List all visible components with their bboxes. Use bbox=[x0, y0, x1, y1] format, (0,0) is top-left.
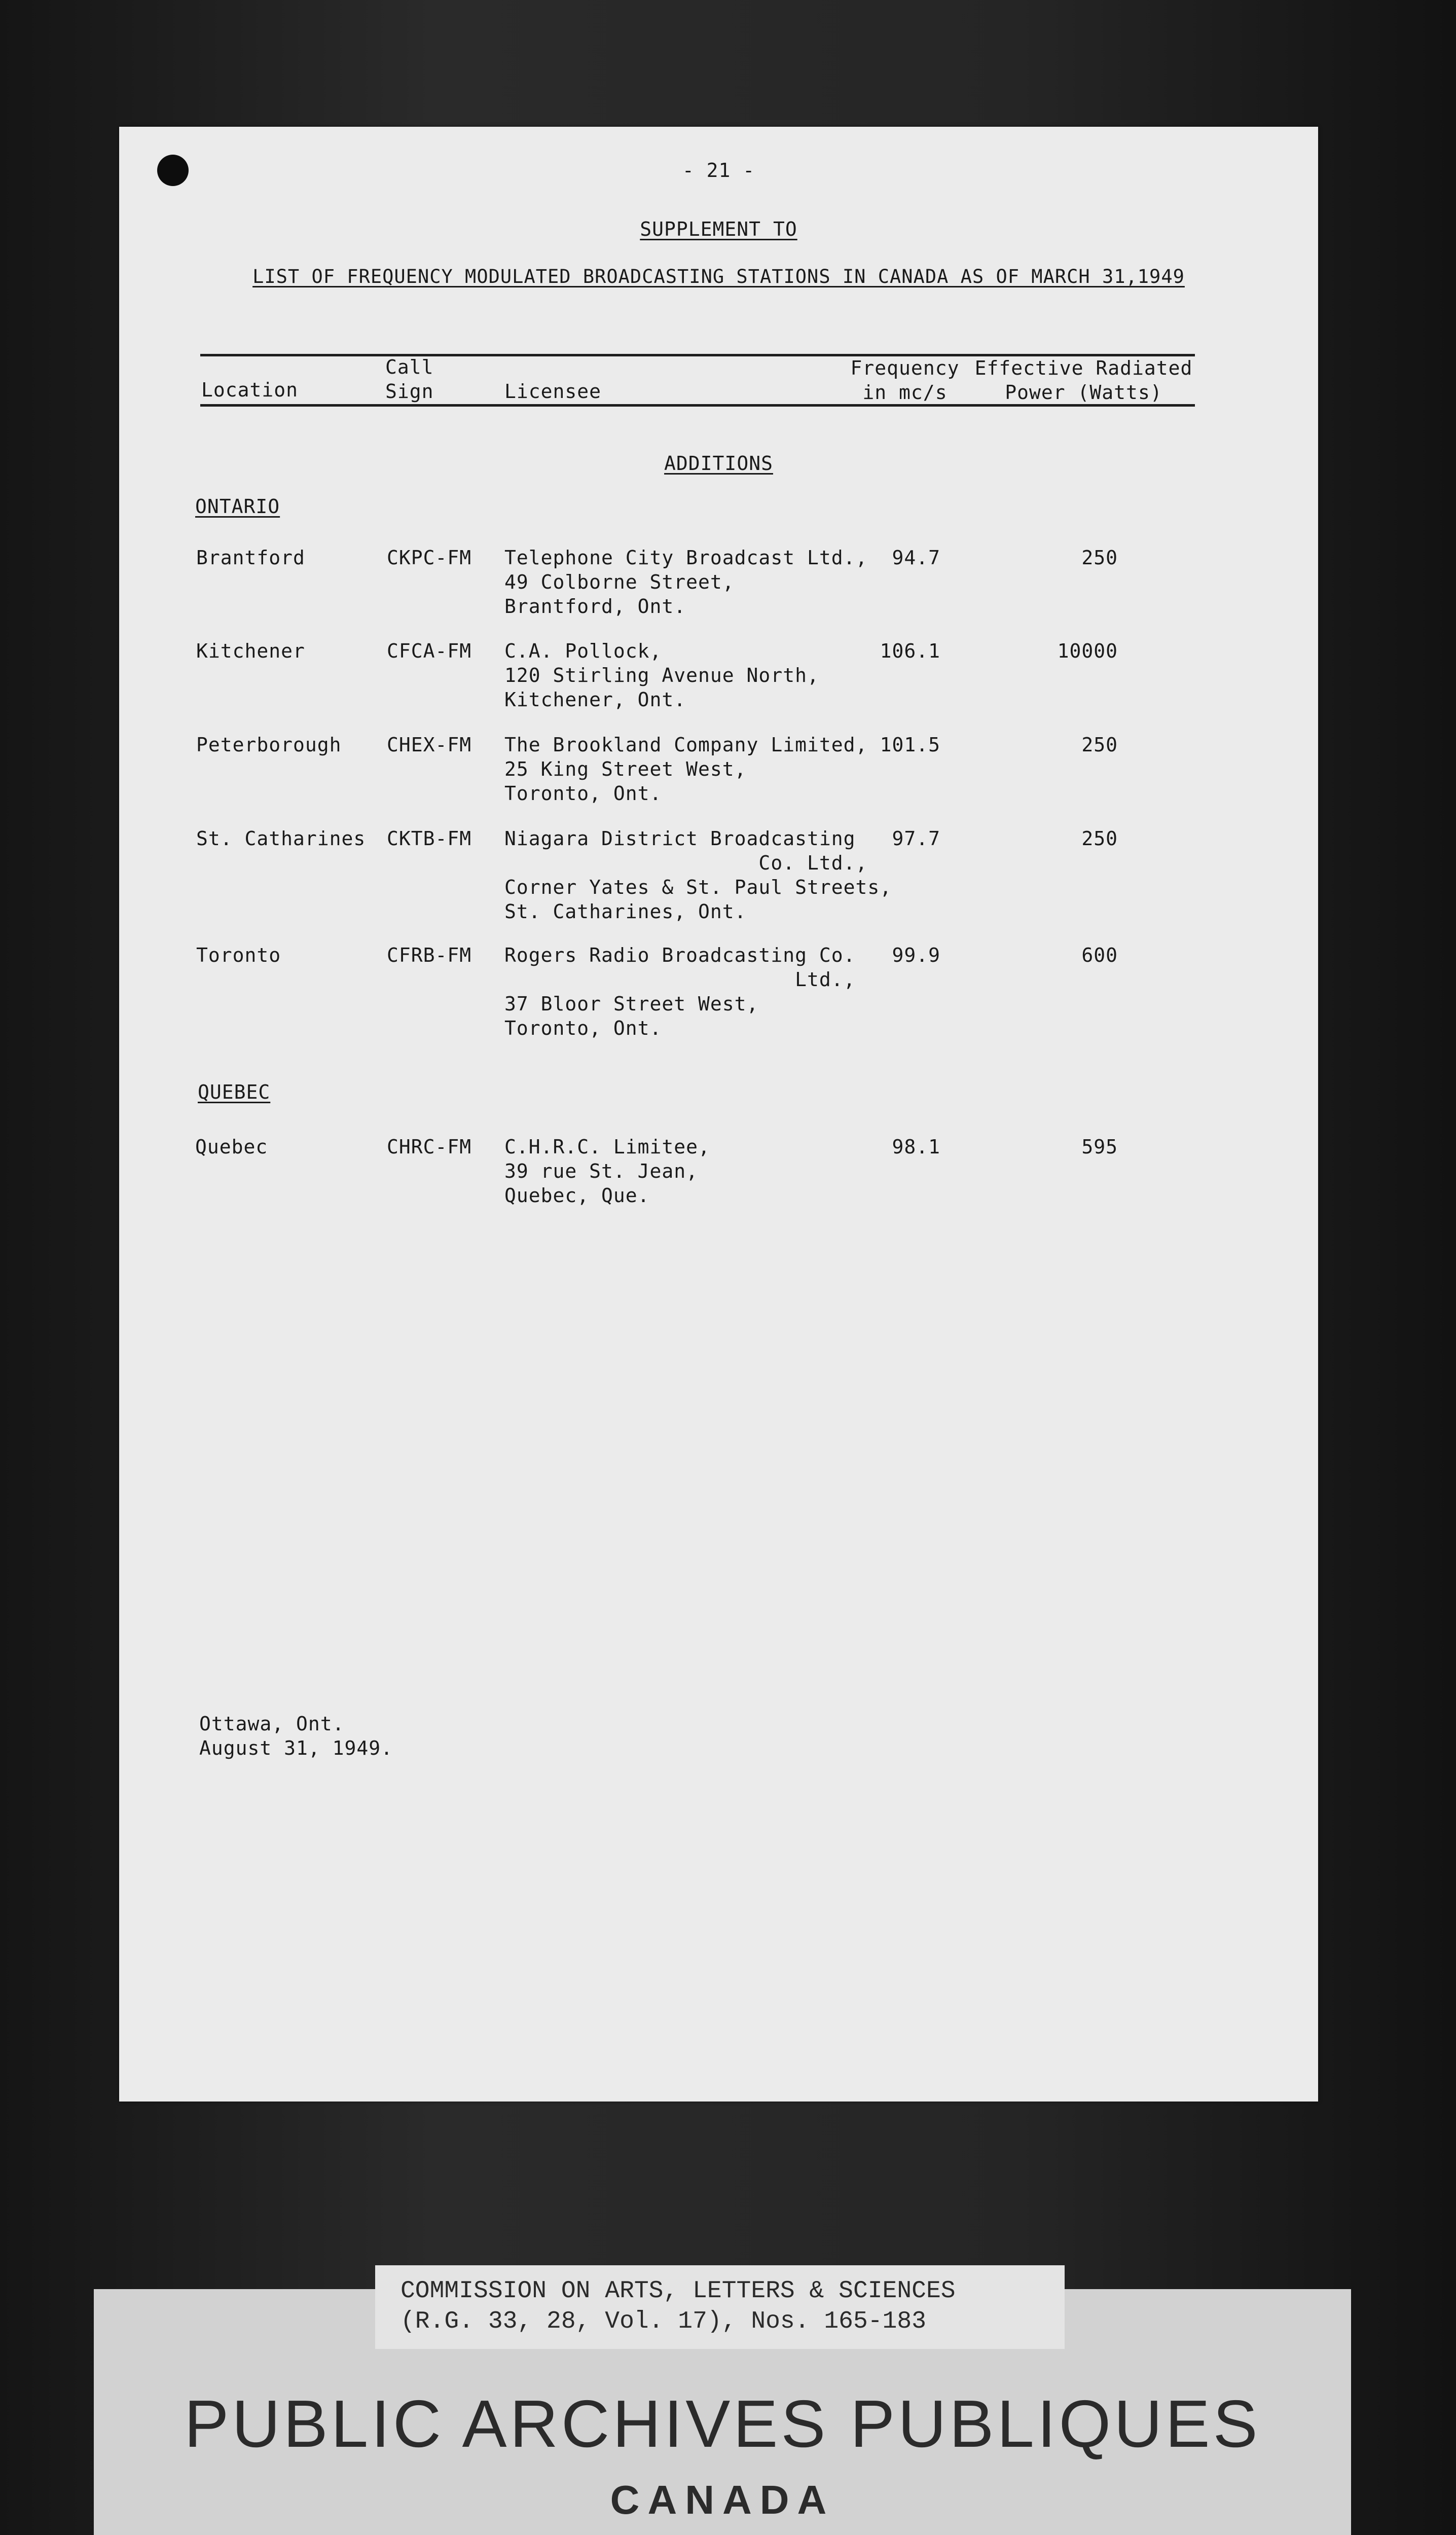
header-call-sign: Call Sign bbox=[385, 356, 434, 403]
document-page bbox=[119, 127, 1318, 2102]
frequency-cell: 97.7 bbox=[892, 827, 940, 850]
licensee-cell: C.H.R.C. Limitee, 39 rue St. Jean, Quebec, Que. bbox=[504, 1136, 710, 1207]
collection-line-1: COMMISSION ON ARTS, LETTERS & SCIENCES bbox=[401, 2277, 956, 2305]
frequency-cell: 98.1 bbox=[892, 1136, 940, 1158]
licensee-cell: Rogers Radio Broadcasting Co. Ltd., 37 Bloor Street West, Toronto, Ont. bbox=[504, 944, 856, 1039]
collection-line-2: (R.G. 33, 28, Vol. 17), Nos. 165-183 bbox=[401, 2308, 926, 2335]
supplement-heading: SUPPLEMENT TO bbox=[640, 218, 797, 240]
frequency-cell: 99.9 bbox=[892, 944, 940, 966]
page-number: - 21 - bbox=[682, 159, 755, 182]
archive-country: CANADA bbox=[610, 2477, 835, 2522]
location-cell: Brantford bbox=[196, 547, 305, 569]
collection-label bbox=[375, 2265, 1065, 2349]
power-cell: 250 bbox=[1081, 827, 1118, 850]
location-cell: Quebec bbox=[195, 1136, 268, 1158]
licensee-cell: Niagara District Broadcasting Co. Ltd., Corner Yates & St. Paul Streets, St. Catharines, Ont. bbox=[504, 827, 892, 923]
header-frequency: Frequency in mc/s bbox=[850, 357, 960, 404]
province-heading: ONTARIO bbox=[195, 495, 280, 518]
call-sign-cell: CFCA-FM bbox=[387, 640, 472, 662]
call-sign-cell: CKPC-FM bbox=[387, 547, 472, 569]
power-cell: 10000 bbox=[1057, 640, 1118, 662]
location-cell: Kitchener bbox=[196, 640, 305, 662]
location-cell: Toronto bbox=[196, 944, 281, 966]
power-cell: 595 bbox=[1081, 1136, 1118, 1158]
list-title: LIST OF FREQUENCY MODULATED BROADCASTING STATIONS IN CANADA AS OF MARCH 31,1949 bbox=[252, 266, 1185, 287]
header-rule-bottom bbox=[200, 404, 1195, 407]
header-location: Location bbox=[201, 379, 299, 401]
header-power: Effective Radiated Power (Watts) bbox=[974, 357, 1193, 404]
licensee-cell: Telephone City Broadcast Ltd., 49 Colborne Street, Brantford, Ont. bbox=[504, 547, 868, 618]
footer-date: August 31, 1949. bbox=[199, 1737, 393, 1759]
power-cell: 250 bbox=[1081, 734, 1118, 756]
call-sign-cell: CKTB-FM bbox=[387, 827, 472, 850]
additions-heading: ADDITIONS bbox=[664, 452, 773, 475]
frequency-cell: 94.7 bbox=[892, 547, 940, 569]
licensee-cell: C.A. Pollock, 120 Stirling Avenue North, Kitchener, Ont. bbox=[504, 640, 819, 711]
location-cell: St. Catharines bbox=[196, 827, 366, 850]
location-cell: Peterborough bbox=[196, 734, 342, 756]
archive-institution: PUBLIC ARCHIVES PUBLIQUES bbox=[184, 2386, 1261, 2461]
header-licensee: Licensee bbox=[504, 380, 602, 403]
call-sign-cell: CHRC-FM bbox=[387, 1136, 472, 1158]
footer-place: Ottawa, Ont. bbox=[199, 1713, 345, 1735]
frequency-cell: 101.5 bbox=[880, 734, 940, 756]
call-sign-cell: CFRB-FM bbox=[387, 944, 472, 966]
frequency-cell: 106.1 bbox=[880, 640, 940, 662]
power-cell: 600 bbox=[1081, 944, 1118, 966]
licensee-cell: The Brookland Company Limited, 25 King Street West, Toronto, Ont. bbox=[504, 734, 868, 805]
call-sign-cell: CHEX-FM bbox=[387, 734, 472, 756]
province-heading: QUEBEC bbox=[198, 1081, 271, 1103]
power-cell: 250 bbox=[1081, 547, 1118, 569]
